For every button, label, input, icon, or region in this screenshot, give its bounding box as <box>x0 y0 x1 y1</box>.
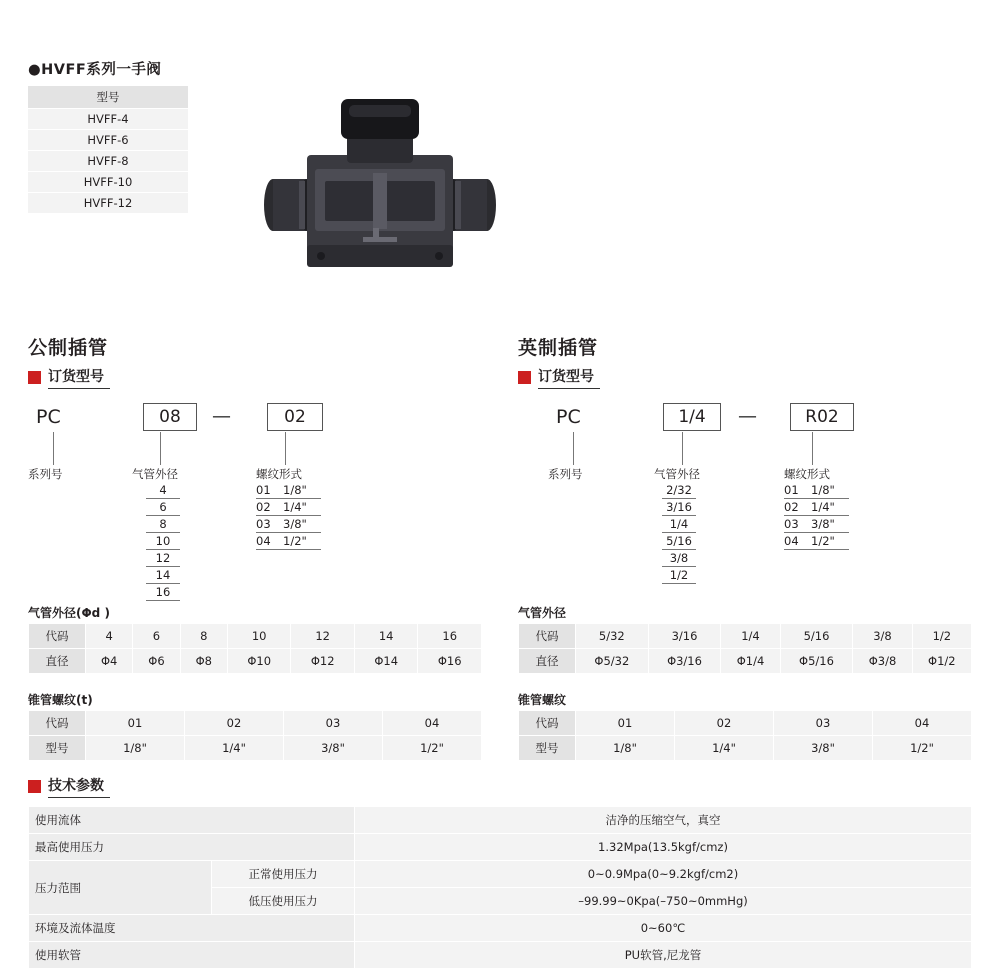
cell: 3/8" <box>284 736 383 761</box>
imperial-tube-list <box>662 482 696 584</box>
table-row <box>29 915 972 942</box>
imperial-leader-thread <box>812 432 813 465</box>
product-photo <box>255 95 505 295</box>
table-row <box>29 711 482 736</box>
cell: 02 <box>185 711 284 736</box>
imperial-code-thread: R02 <box>790 403 854 431</box>
row-value: –99.99~0Kpa(–750~0mmHg) <box>355 888 972 915</box>
list-item: 02 1/4" <box>784 499 849 516</box>
model-cell: HVFF-6 <box>28 130 188 151</box>
metric-section-heading: 公制插管 <box>28 337 109 359</box>
page-title: ●HVFF系列一手阀 <box>28 62 162 78</box>
imperial-thread-table <box>518 710 972 761</box>
table-row <box>519 736 972 761</box>
cell: 3/8 <box>853 624 912 649</box>
table-row <box>519 624 972 649</box>
cell: 5/16 <box>780 624 853 649</box>
cell: 04 <box>383 711 482 736</box>
cell: 10 <box>227 624 291 649</box>
list-item: 12 <box>146 550 180 567</box>
imperial-caption-thread: 螺纹形式 <box>784 467 830 481</box>
row-label: 型号 <box>29 736 86 761</box>
cell: 4 <box>86 624 133 649</box>
cell: 03 <box>284 711 383 736</box>
list-item: 14 <box>146 567 180 584</box>
row-label: 直径 <box>519 649 576 674</box>
list-item: 1/4 <box>662 516 696 533</box>
row-label: 代码 <box>29 711 86 736</box>
list-item: 3/8 <box>662 550 696 567</box>
table-row <box>28 172 188 193</box>
metric-code-dash: — <box>212 405 231 427</box>
row-label: 最高使用压力 <box>29 834 355 861</box>
list-item: 03 3/8" <box>784 516 849 533</box>
cell: 5/32 <box>576 624 649 649</box>
row-value: 0~0.9Mpa(0~9.2kgf/cm2) <box>355 861 972 888</box>
imperial-tube-table-title: 气管外径 <box>518 606 567 620</box>
model-cell: HVFF-4 <box>28 109 188 130</box>
list-item: 03 3/8" <box>256 516 321 533</box>
model-cell: HVFF-12 <box>28 193 188 214</box>
model-cell: HVFF-8 <box>28 151 188 172</box>
metric-tube-list <box>146 482 180 601</box>
imperial-code-tube: 1/4 <box>663 403 721 431</box>
table-row <box>28 193 188 214</box>
row-sublabel: 正常使用压力 <box>212 861 355 888</box>
list-item: 10 <box>146 533 180 550</box>
metric-leader-series <box>53 432 54 465</box>
table-row <box>28 130 188 151</box>
cell: 3/8" <box>774 736 873 761</box>
cell: 01 <box>86 711 185 736</box>
cell: 04 <box>873 711 972 736</box>
list-item: 1/2 <box>662 567 696 584</box>
metric-code-thread: 02 <box>267 403 323 431</box>
metric-caption-thread: 螺纹形式 <box>256 467 302 481</box>
table-row <box>29 807 972 834</box>
cell: Φ12 <box>291 649 355 674</box>
row-label: 环境及流体温度 <box>29 915 355 942</box>
list-item: 3/16 <box>662 499 696 516</box>
metric-order-code-heading: 订货型号 <box>28 366 110 389</box>
cell: 3/16 <box>648 624 721 649</box>
cell: 1/2" <box>383 736 482 761</box>
cell: 1/2" <box>873 736 972 761</box>
cell: Φ3/8 <box>853 649 912 674</box>
cell: 12 <box>291 624 355 649</box>
table-row <box>29 624 482 649</box>
imperial-section-heading: 英制插管 <box>518 337 599 359</box>
table-row <box>29 834 972 861</box>
cell: Φ10 <box>227 649 291 674</box>
imperial-code-series: PC <box>556 406 581 428</box>
cell: 1/8" <box>576 736 675 761</box>
row-label: 代码 <box>519 624 576 649</box>
row-value: 1.32Mpa(13.5kgf/cmz) <box>355 834 972 861</box>
imperial-leader-series <box>573 432 574 465</box>
table-row <box>519 649 972 674</box>
imperial-thread-list <box>784 482 849 550</box>
list-item: 8 <box>146 516 180 533</box>
list-item: 5/16 <box>662 533 696 550</box>
row-value: PU软管,尼龙管 <box>355 942 972 969</box>
table-row <box>519 711 972 736</box>
metric-tube-table <box>28 623 482 674</box>
row-label: 代码 <box>519 711 576 736</box>
cell: Φ14 <box>354 649 418 674</box>
row-value: 0~60℃ <box>355 915 972 942</box>
list-item: 16 <box>146 584 180 601</box>
cell: 8 <box>180 624 227 649</box>
cell: 02 <box>675 711 774 736</box>
cell: Φ8 <box>180 649 227 674</box>
metric-thread-table <box>28 710 482 761</box>
cell: 1/4" <box>185 736 284 761</box>
imperial-tube-table <box>518 623 972 674</box>
model-header: 型号 <box>28 86 188 109</box>
row-label: 直径 <box>29 649 86 674</box>
imperial-code-dash: — <box>738 405 757 427</box>
metric-code-tube: 08 <box>143 403 197 431</box>
imperial-caption-series: 系列号 <box>548 467 583 481</box>
row-label: 代码 <box>29 624 86 649</box>
row-sublabel: 低压使用压力 <box>212 888 355 915</box>
cell: 1/2 <box>912 624 971 649</box>
metric-leader-tube <box>160 432 161 465</box>
list-item: 4 <box>146 482 180 499</box>
table-row <box>29 736 482 761</box>
cell: 03 <box>774 711 873 736</box>
row-label: 压力范围 <box>29 861 212 915</box>
metric-leader-thread <box>285 432 286 465</box>
cell: Φ5/16 <box>780 649 853 674</box>
list-item: 02 1/4" <box>256 499 321 516</box>
metric-thread-table-title: 锥管螺纹(t) <box>28 693 93 707</box>
red-square-icon <box>28 371 41 384</box>
model-table <box>28 86 188 214</box>
red-square-icon <box>518 371 531 384</box>
tech-params-table <box>28 806 972 969</box>
table-row <box>29 942 972 969</box>
cell: 16 <box>418 624 482 649</box>
cell: 1/8" <box>86 736 185 761</box>
table-header-row <box>28 86 188 109</box>
cell: Φ3/16 <box>648 649 721 674</box>
row-label: 使用软管 <box>29 942 355 969</box>
tech-params-heading: 技术参数 <box>28 775 110 798</box>
table-row <box>29 649 482 674</box>
metric-code-series: PC <box>36 406 61 428</box>
imperial-leader-tube <box>682 432 683 465</box>
table-row <box>29 861 972 888</box>
cell: Φ6 <box>133 649 180 674</box>
row-label: 使用流体 <box>29 807 355 834</box>
table-row <box>28 151 188 172</box>
cell: 01 <box>576 711 675 736</box>
row-value: 洁净的压缩空气，真空 <box>355 807 972 834</box>
cell: 1/4" <box>675 736 774 761</box>
metric-caption-series: 系列号 <box>28 467 63 481</box>
row-label: 型号 <box>519 736 576 761</box>
red-square-icon <box>28 780 41 793</box>
list-item: 04 1/2" <box>256 533 321 550</box>
list-item: 04 1/2" <box>784 533 849 550</box>
imperial-caption-tube: 气管外径 <box>654 467 700 481</box>
list-item: 6 <box>146 499 180 516</box>
cell: Φ16 <box>418 649 482 674</box>
metric-caption-tube: 气管外径 <box>132 467 178 481</box>
cell: 6 <box>133 624 180 649</box>
cell: Φ5/32 <box>576 649 649 674</box>
model-cell: HVFF-10 <box>28 172 188 193</box>
cell: Φ1/4 <box>721 649 780 674</box>
metric-tube-table-title: 气管外径(Φd ) <box>28 606 110 620</box>
imperial-thread-table-title: 锥管螺纹 <box>518 693 567 707</box>
cell: Φ4 <box>86 649 133 674</box>
imperial-order-code-heading: 订货型号 <box>518 366 600 389</box>
cell: 14 <box>354 624 418 649</box>
metric-thread-list <box>256 482 321 550</box>
table-row <box>28 109 188 130</box>
list-item: 2/32 <box>662 482 696 499</box>
list-item: 01 1/8" <box>256 482 321 499</box>
cell: Φ1/2 <box>912 649 971 674</box>
cell: 1/4 <box>721 624 780 649</box>
list-item: 01 1/8" <box>784 482 849 499</box>
